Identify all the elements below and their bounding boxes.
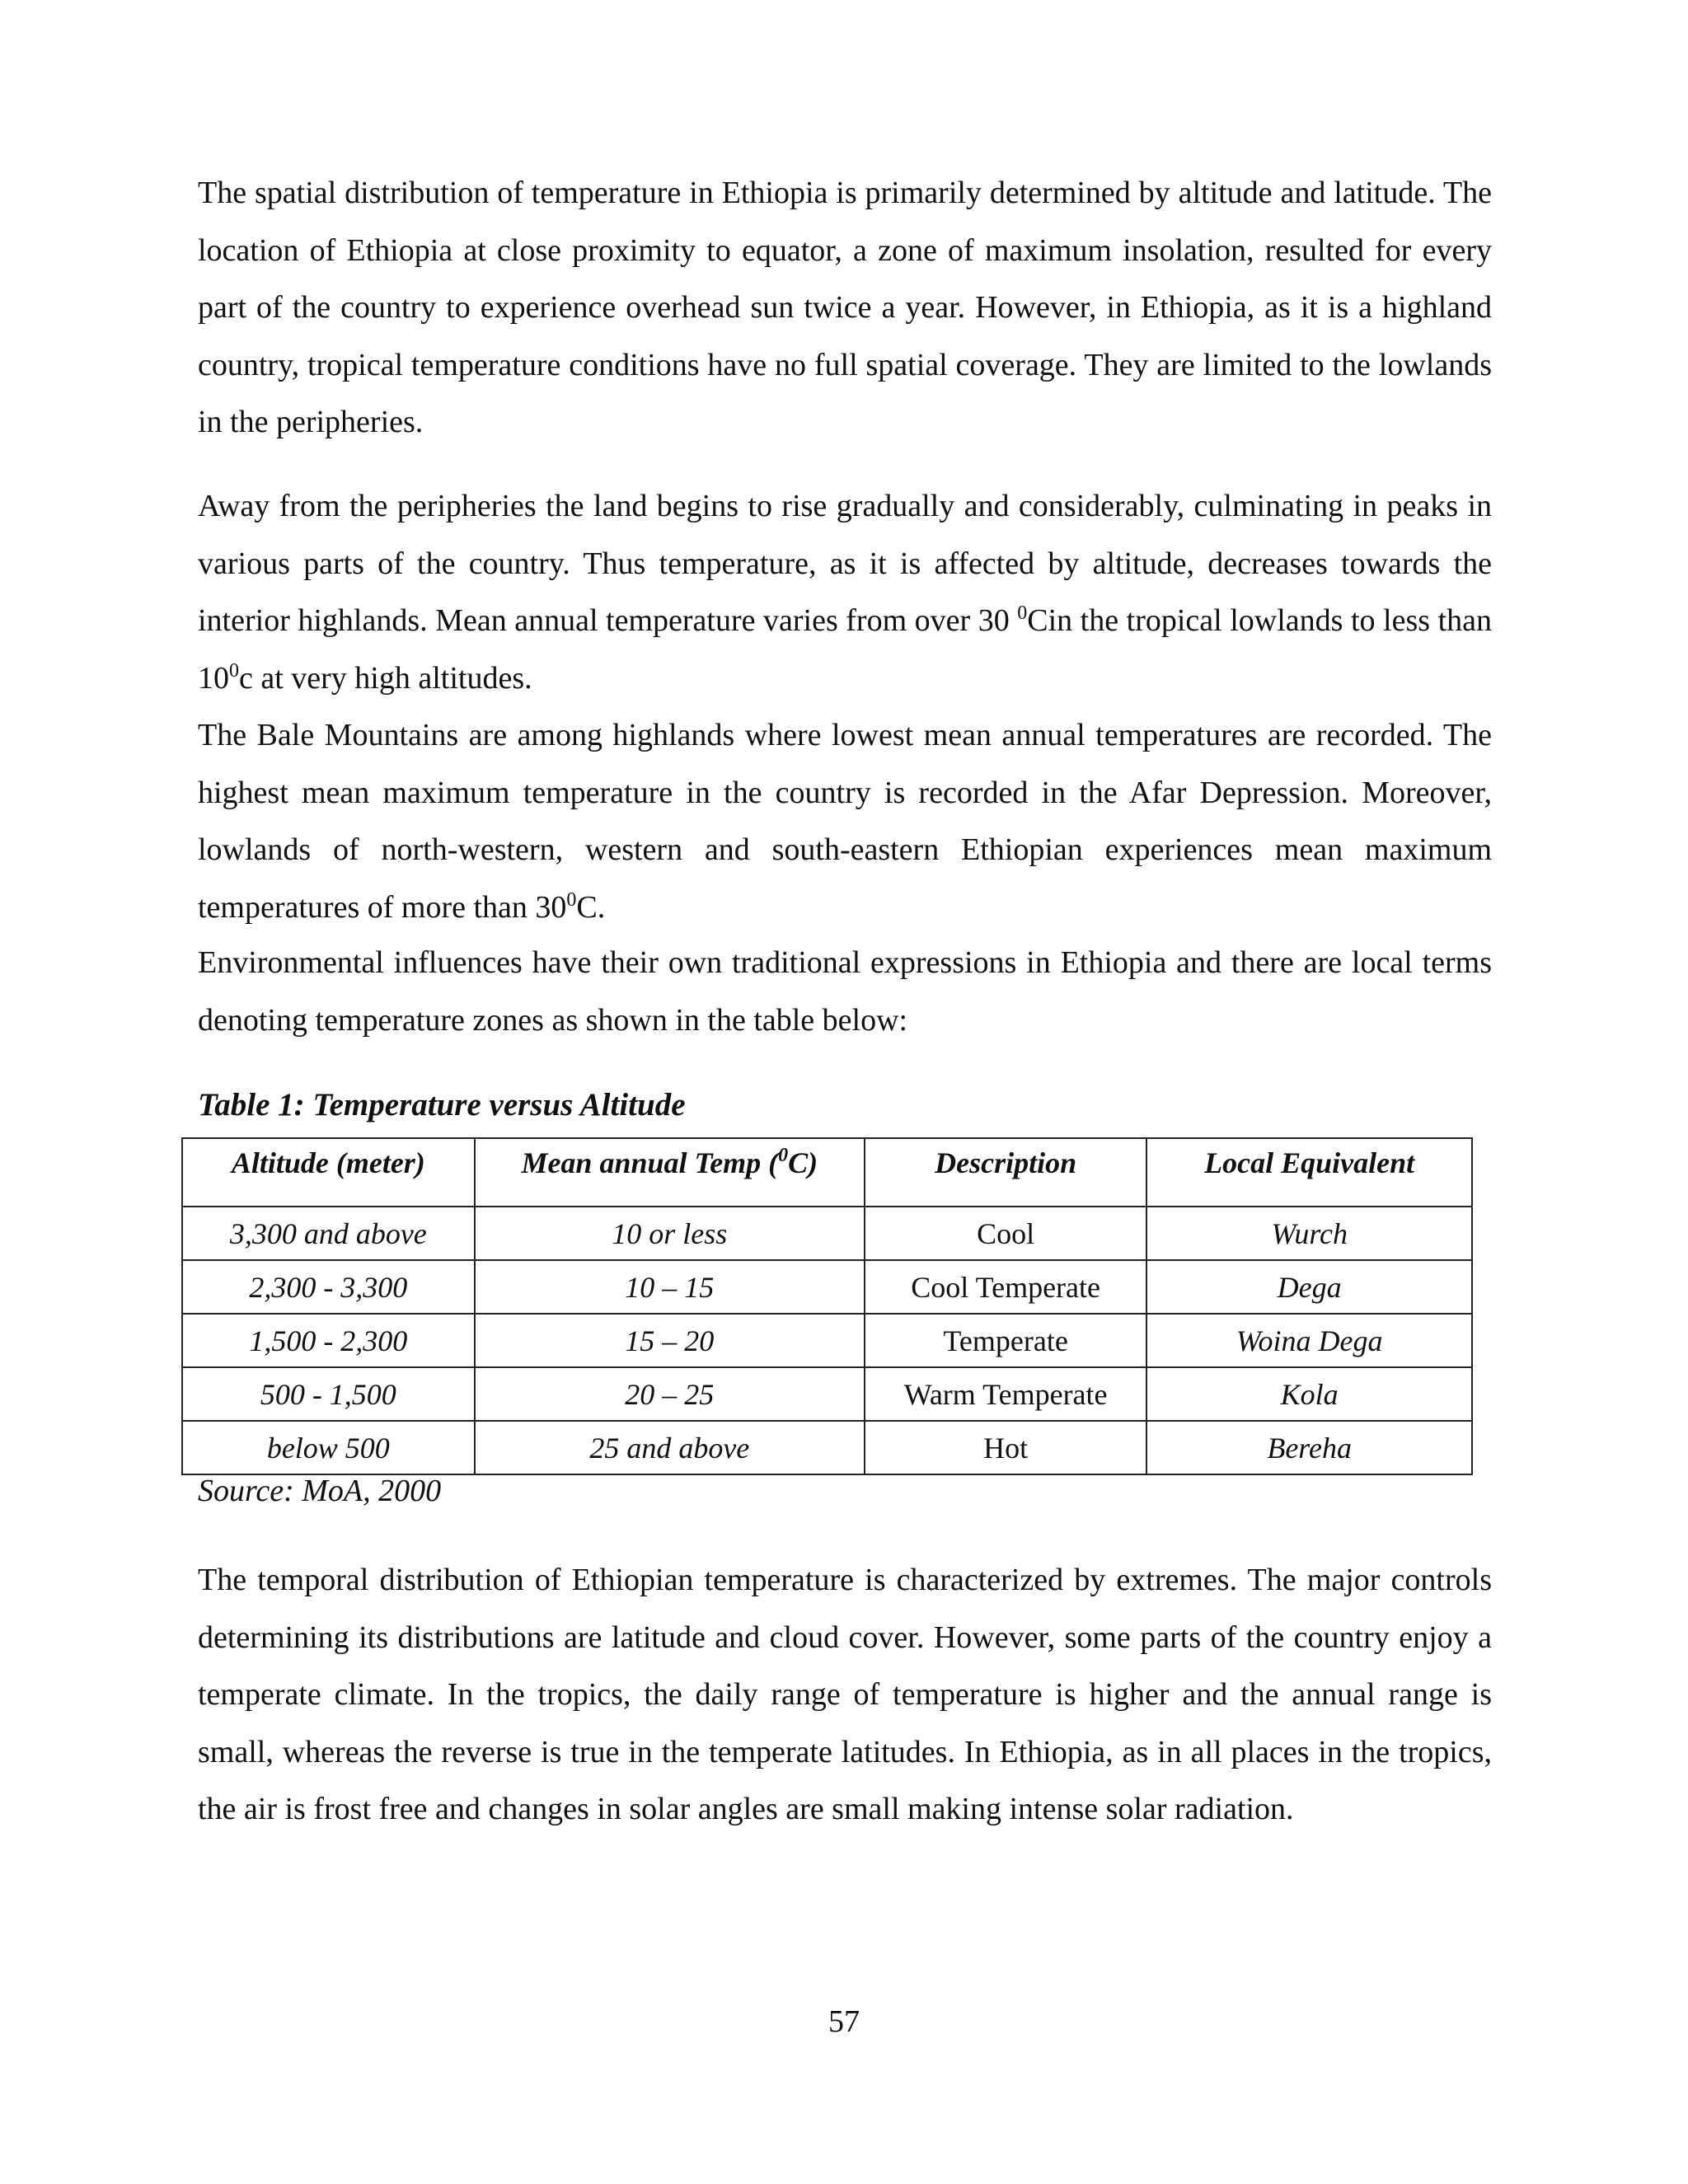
table-caption: Table 1: Temperature versus Altitude <box>198 1087 686 1122</box>
paragraph-text: c at very high altitudes. <box>239 660 532 696</box>
table-source: Source: MoA, 2000 <box>198 1474 442 1508</box>
degree-superscript: 0 <box>778 1145 789 1166</box>
cell-altitude: below 500 <box>182 1421 475 1474</box>
table-header-row <box>182 1138 1472 1207</box>
degree-superscript: 0 <box>229 659 239 682</box>
degree-superscript: 0 <box>1017 602 1028 624</box>
header-local-equivalent: Local Equivalent <box>1146 1138 1472 1207</box>
paragraph-text: Away from the peripheries the land begins to rise gradually and considerably, culminating in peaks in various parts of the country. Thus temperature, as it is affected by altitude, decreases towards the interior highlands. Mean annual temperature varies from over 30 <box>198 489 1492 638</box>
temperature-altitude-table <box>181 1137 1473 1475</box>
cell-temp: 25 and above <box>475 1421 865 1474</box>
paragraph-text: The Bale Mountains are among highlands where lowest mean annual temperatures are recorded. The highest mean maximum temperature in the country is recorded in the Afar Depression. Moreover, lowlands of north-western, western and south-eastern Ethiopian experiences mean maximum temperatures of more than 30 <box>198 718 1492 925</box>
cell-description: Temperate <box>865 1314 1146 1367</box>
cell-description: Warm Temperate <box>865 1367 1146 1421</box>
cell-altitude: 2,300 - 3,300 <box>182 1260 475 1314</box>
header-text: Mean annual Temp ( <box>521 1146 779 1179</box>
header-description: Description <box>865 1138 1146 1207</box>
cell-temp: 20 – 25 <box>475 1367 865 1421</box>
paragraph-environmental-influences: Environmental influences have their own traditional expressions in Ethiopia and there are local terms denoting temperature zones as shown in the table below: <box>198 945 1492 1038</box>
header-altitude: Altitude (meter) <box>182 1138 475 1207</box>
cell-altitude: 1,500 - 2,300 <box>182 1314 475 1367</box>
page-number: 57 <box>828 2004 860 2039</box>
cell-local: Dega <box>1146 1260 1472 1314</box>
cell-local: Woina Dega <box>1146 1314 1472 1367</box>
paragraph-bale-mountains <box>198 707 1492 936</box>
paragraph-temporal-distribution: The temporal distribution of Ethiopian temperature is characterized by extremes. The major controls determining its distributions are latitude and cloud cover. However, some parts of the country enjoy a temperate climate. In the tropics, the daily range of temperature is higher and the annual range is small, whereas the reverse is true in the temperate latitudes. In Ethiopia, as in all places in the tropics, the air is frost free and changes in solar angles are small making intense solar radiation. <box>198 1563 1492 1826</box>
paragraph-altitude-effect <box>198 478 1492 707</box>
cell-altitude: 500 - 1,500 <box>182 1367 475 1421</box>
cell-temp: 10 – 15 <box>475 1260 865 1314</box>
degree-superscript: 0 <box>566 888 577 911</box>
table-row <box>182 1314 1472 1367</box>
cell-local: Wurch <box>1146 1207 1472 1260</box>
header-text: C) <box>788 1146 818 1179</box>
cell-description: Cool <box>865 1207 1146 1260</box>
table-row <box>182 1260 1472 1314</box>
table-row <box>182 1367 1472 1421</box>
paragraph-text: Cin the tropical lowlands to less than 10 <box>198 603 1492 696</box>
cell-temp: 15 – 20 <box>475 1314 865 1367</box>
cell-local: Kola <box>1146 1367 1472 1421</box>
cell-altitude: 3,300 and above <box>182 1207 475 1260</box>
table-row <box>182 1207 1472 1260</box>
table-row <box>182 1421 1472 1474</box>
cell-description: Hot <box>865 1421 1146 1474</box>
header-mean-annual-temp <box>475 1138 865 1207</box>
cell-local: Bereha <box>1146 1421 1472 1474</box>
paragraph-text: C. <box>576 889 606 925</box>
cell-temp: 10 or less <box>475 1207 865 1260</box>
paragraph-spatial-distribution: The spatial distribution of temperature in Ethiopia is primarily determined by altitude and latitude. The location of Ethiopia at close proximity to equator, a zone of maximum insolation, resulted for every part of the country to experience overhead sun twice a year. However, in Ethiopia, as it is a highland country, tropical temperature conditions have no full spatial coverage. They are limited to the lowlands in the peripheries. <box>198 176 1492 439</box>
cell-description: Cool Temperate <box>865 1260 1146 1314</box>
